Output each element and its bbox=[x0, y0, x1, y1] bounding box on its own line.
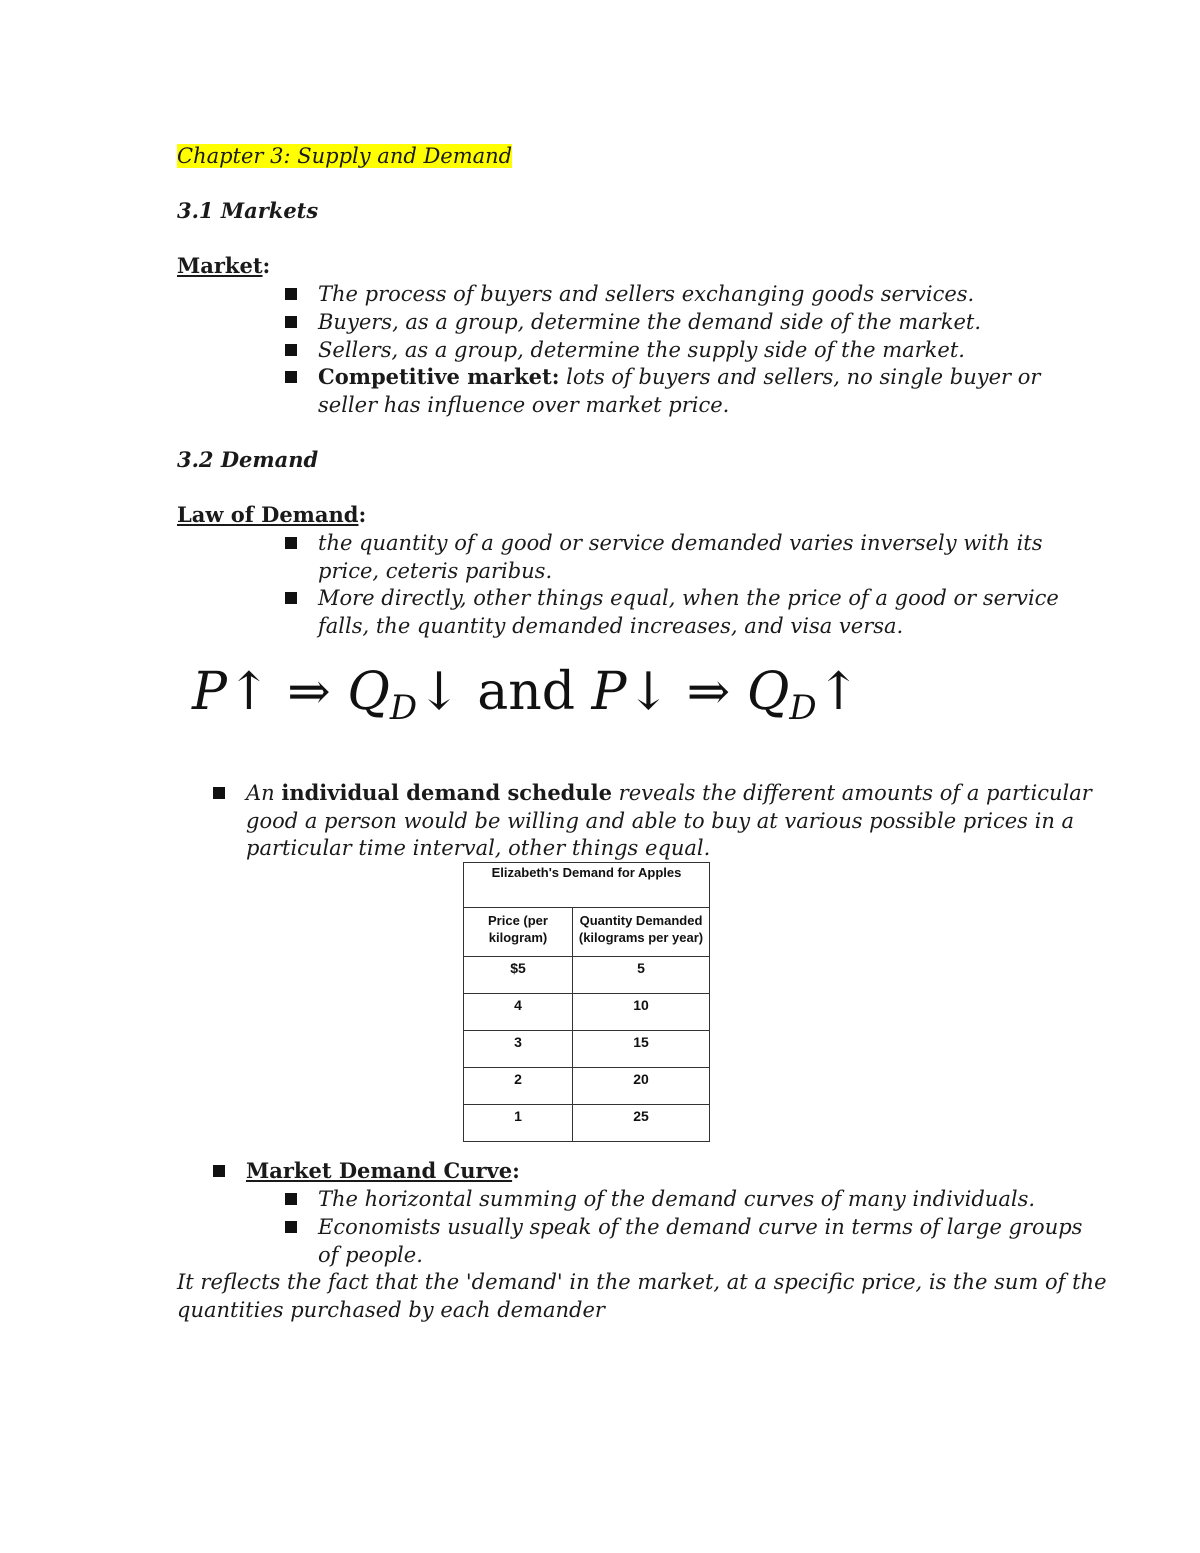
quantity-cell: 10 bbox=[573, 994, 710, 1031]
market-term: Market: bbox=[177, 253, 271, 278]
law-of-demand-term: Law of Demand: bbox=[177, 502, 367, 527]
bullet-square-icon bbox=[285, 537, 297, 549]
bullet-square-icon bbox=[285, 592, 297, 604]
table-row bbox=[464, 1105, 710, 1142]
market-bullet-3: Sellers, as a group, determine the supply side of the market. bbox=[318, 338, 965, 362]
curve-bullet-2-cont: of people. bbox=[318, 1243, 423, 1267]
bullet-square-icon bbox=[213, 1165, 225, 1177]
table-row bbox=[464, 994, 710, 1031]
bullet-square-icon bbox=[285, 288, 297, 300]
quantity-cell: 20 bbox=[573, 1068, 710, 1105]
price-cell: 4 bbox=[464, 994, 573, 1031]
market-demand-curve-term: Market Demand Curve: bbox=[246, 1158, 520, 1183]
law-bullet-2: More directly, other things equal, when the price of a good or service bbox=[318, 586, 1059, 610]
section-heading-demand: 3.2 Demand bbox=[177, 447, 319, 472]
bullet-square-icon bbox=[285, 1221, 297, 1233]
schedule-bullet-cont-1: good a person would be willing and able to buy at various possible prices in a bbox=[246, 809, 1075, 833]
table-row bbox=[464, 957, 710, 994]
schedule-bullet-cont-2: particular time interval, other things equal. bbox=[246, 836, 711, 860]
bullet-square-icon bbox=[285, 344, 297, 356]
quantity-cell: 5 bbox=[573, 957, 710, 994]
curve-paragraph: It reflects the fact that the 'demand' in the market, at a specific price, is the sum of the bbox=[177, 1270, 1107, 1294]
market-bullet-1: The process of buyers and sellers exchanging goods services. bbox=[318, 282, 975, 306]
price-cell: 3 bbox=[464, 1031, 573, 1068]
law-of-demand-formula: P↑ ⇒ $Q_D↓$ and P↓ ⇒ $Q_D↑$ bbox=[192, 662, 861, 728]
curve-bullet-1: The horizontal summing of the demand curves of many individuals. bbox=[318, 1187, 1036, 1211]
law-bullet-1: the quantity of a good or service demanded varies inversely with its bbox=[318, 531, 1043, 555]
price-cell: 2 bbox=[464, 1068, 573, 1105]
table-header-quantity: Quantity Demanded (kilograms per year) bbox=[573, 908, 710, 957]
price-cell: 1 bbox=[464, 1105, 573, 1142]
bullet-square-icon bbox=[285, 316, 297, 328]
bullet-square-icon bbox=[285, 1193, 297, 1205]
curve-bullet-2: Economists usually speak of the demand curve in terms of large groups bbox=[318, 1215, 1083, 1239]
table-row bbox=[464, 1068, 710, 1105]
table-caption: Elizabeth's Demand for Apples bbox=[464, 863, 710, 908]
market-bullet-2: Buyers, as a group, determine the demand side of the market. bbox=[318, 310, 982, 334]
table-header-price: Price (per kilogram) bbox=[464, 908, 573, 957]
table-row bbox=[464, 1031, 710, 1068]
curve-paragraph-cont: quantities purchased by each demander bbox=[177, 1298, 605, 1322]
law-bullet-1-cont: price, ceteris paribus. bbox=[318, 559, 553, 583]
chapter-title: Chapter 3: Supply and Demand bbox=[177, 144, 513, 168]
price-cell: $5 bbox=[464, 957, 573, 994]
law-bullet-2-cont: falls, the quantity demanded increases, and visa versa. bbox=[318, 614, 904, 638]
schedule-bullet: An individual demand schedule reveals the different amounts of a particular bbox=[246, 780, 1092, 805]
demand-schedule-table bbox=[463, 862, 710, 1142]
section-heading-markets: 3.1 Markets bbox=[177, 198, 319, 223]
competitive-market-bullet-cont: seller has influence over market price. bbox=[318, 393, 730, 417]
bullet-square-icon bbox=[213, 787, 225, 799]
quantity-cell: 25 bbox=[573, 1105, 710, 1142]
bullet-square-icon bbox=[285, 371, 297, 383]
quantity-cell: 15 bbox=[573, 1031, 710, 1068]
competitive-market-bullet: Competitive market: lots of buyers and sellers, no single buyer or bbox=[318, 364, 1041, 389]
